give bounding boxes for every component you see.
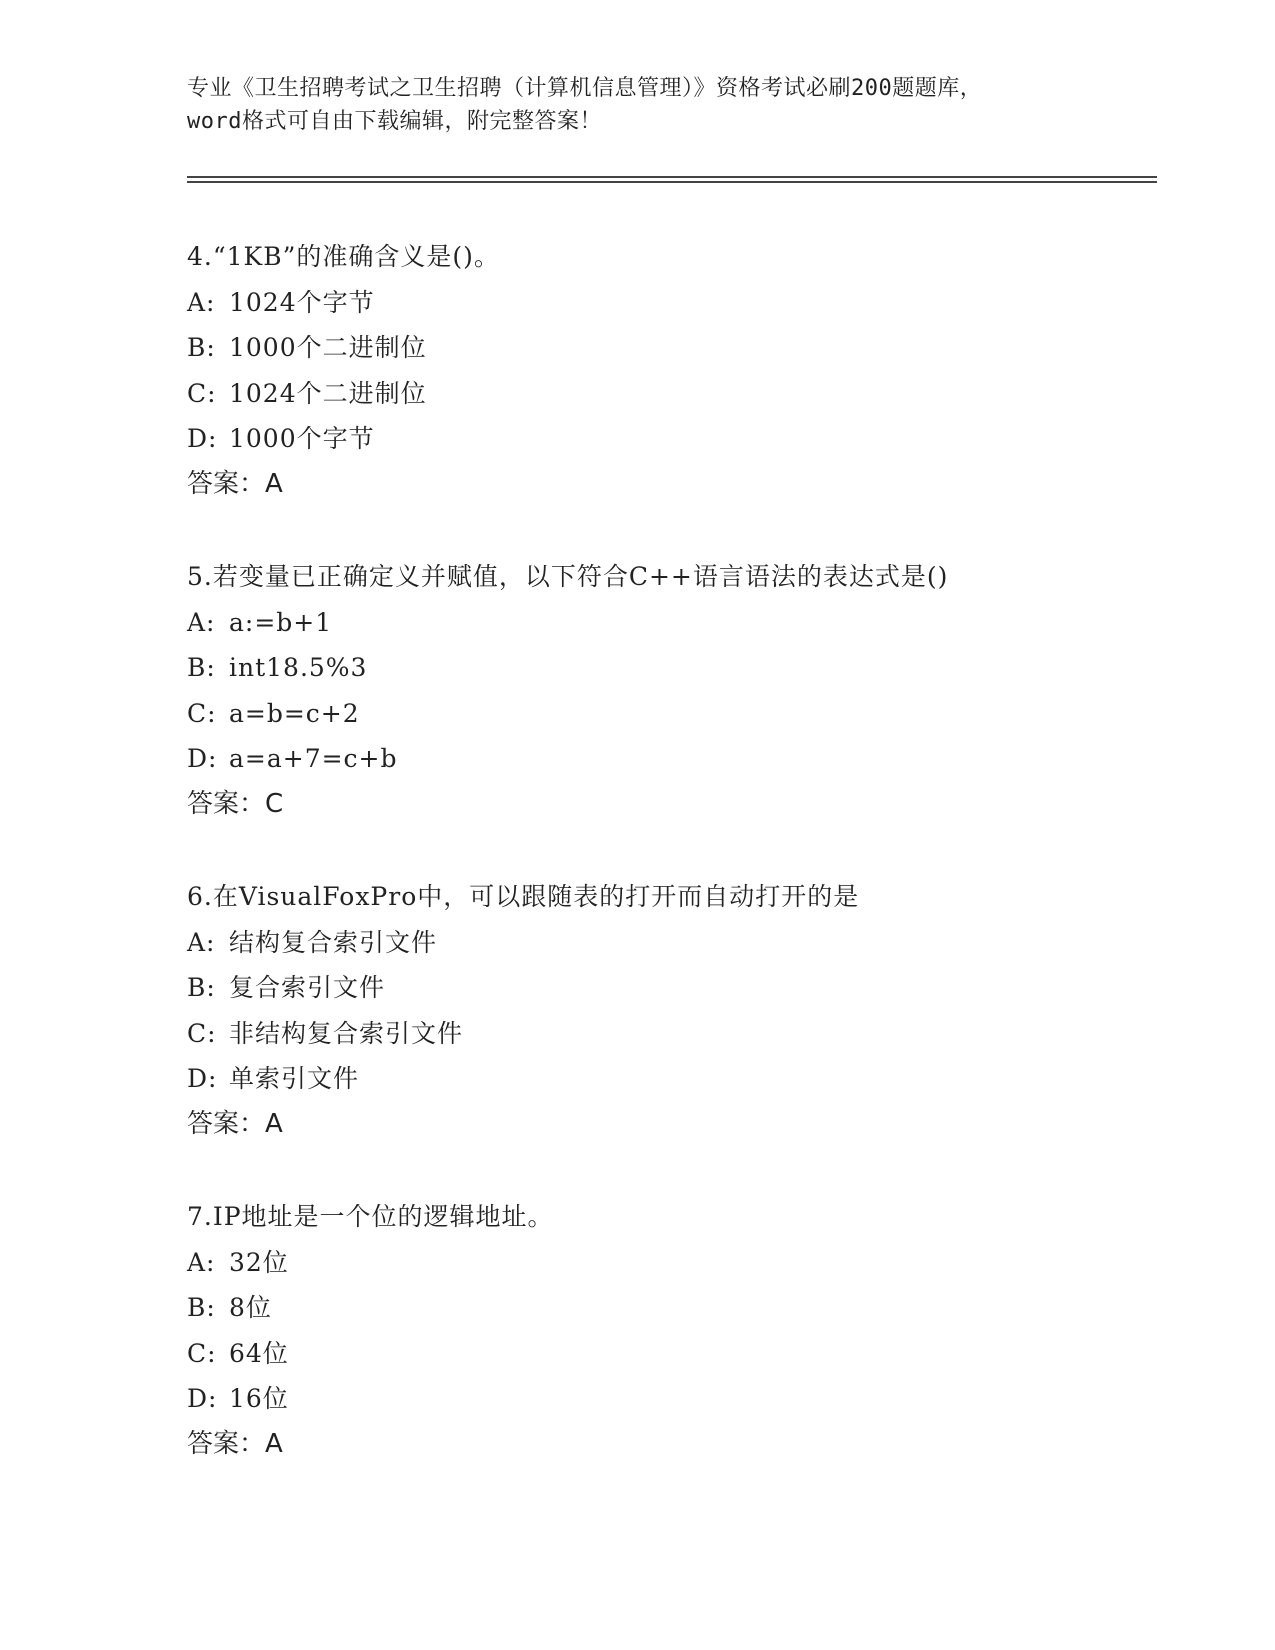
option-b — [187, 645, 1187, 691]
option-label: B: — [187, 973, 216, 1002]
option-text: a=b=c+2 — [229, 698, 360, 728]
option-text: 16位 — [229, 1384, 289, 1413]
option-d — [187, 736, 1187, 782]
option-b — [187, 1285, 1187, 1331]
option-a — [187, 920, 1187, 966]
option-text: 32位 — [229, 1247, 289, 1277]
option-text: 8位 — [229, 1293, 272, 1322]
option-text: 非结构复合索引文件 — [229, 1018, 464, 1048]
option-d — [187, 1056, 1187, 1102]
option-d — [187, 416, 1187, 462]
option-a — [187, 1240, 1187, 1286]
question-stem: 6.在VisualFoxPro中，可以跟随表的打开而自动打开的是 — [187, 882, 860, 911]
document-header — [187, 72, 1087, 138]
option-label: C: — [187, 1338, 217, 1368]
option-text: 1024个字节 — [229, 287, 375, 317]
question-item — [187, 554, 1187, 874]
option-b — [187, 965, 1187, 1011]
option-text: 64位 — [229, 1338, 289, 1368]
option-label: D: — [187, 744, 218, 773]
option-c — [187, 1011, 1187, 1057]
question-stem: 4.“1KB”的准确含义是()。 — [187, 242, 500, 271]
question-item — [187, 234, 1187, 554]
answer-line: 答案：C — [187, 788, 284, 819]
answer-line: 答案：A — [187, 1108, 283, 1139]
option-label: D: — [187, 424, 218, 453]
option-label: C: — [187, 698, 217, 728]
option-label: B: — [187, 1293, 216, 1322]
question-item — [187, 1194, 1187, 1514]
option-label: A: — [187, 607, 216, 637]
option-label: B: — [187, 653, 216, 682]
option-b — [187, 325, 1187, 371]
option-a — [187, 280, 1187, 326]
option-label: A: — [187, 287, 216, 317]
option-d — [187, 1376, 1187, 1422]
option-text: a=a+7=c+b — [229, 744, 398, 773]
option-label: C: — [187, 1018, 217, 1048]
header-line-1: 专业《卫生招聘考试之卫生招聘（计算机信息管理）》资格考试必刷200题题库， — [187, 76, 983, 101]
option-label: D: — [187, 1064, 218, 1093]
option-text: 复合索引文件 — [229, 973, 386, 1002]
option-text: int18.5%3 — [229, 653, 368, 682]
option-label: B: — [187, 333, 216, 362]
answer-line: 答案：A — [187, 468, 283, 499]
option-text: 1000个字节 — [229, 424, 375, 453]
question-list — [187, 234, 1187, 1514]
option-label: C: — [187, 378, 217, 408]
option-label: D: — [187, 1384, 218, 1413]
option-text: 1024个二进制位 — [229, 378, 427, 408]
question-stem: 7.IP地址是一个位的逻辑地址。 — [187, 1202, 554, 1231]
option-a — [187, 600, 1187, 646]
header-line-2: word格式可自由下载编辑，附完整答案！ — [187, 109, 602, 134]
option-c — [187, 691, 1187, 737]
question-item — [187, 874, 1187, 1194]
option-label: A: — [187, 927, 216, 957]
option-text: 结构复合索引文件 — [229, 927, 438, 957]
option-c — [187, 1331, 1187, 1377]
option-label: A: — [187, 1247, 216, 1277]
option-text: 1000个二进制位 — [229, 333, 427, 362]
header-divider-top — [187, 176, 1157, 178]
option-text: a:=b+1 — [229, 607, 333, 637]
option-c — [187, 371, 1187, 417]
option-text: 单索引文件 — [229, 1064, 360, 1093]
answer-line: 答案：A — [187, 1428, 283, 1459]
header-divider-bottom — [187, 181, 1157, 183]
question-stem: 5.若变量已正确定义并赋值，以下符合C++语言语法的表达式是() — [187, 562, 949, 591]
